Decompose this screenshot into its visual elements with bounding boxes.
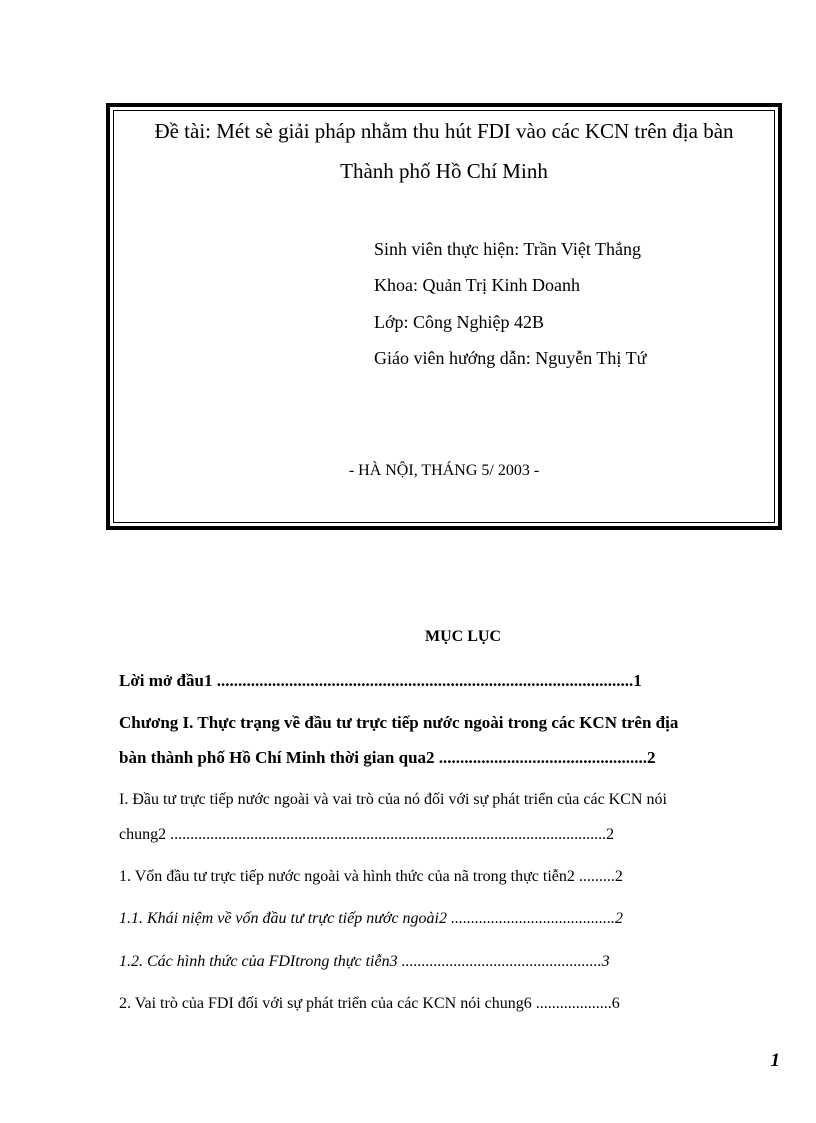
advisor: Giáo viên hướng dẫn: Nguyễn Thị Tứ xyxy=(374,348,647,368)
thesis-title-line-1: Đề tài: Mét sè giải pháp nhằm thu hút FDI vào các KCN trên địa bàn xyxy=(154,119,734,143)
thesis-title-line-2: Thành phố Hồ Chí Minh xyxy=(340,159,548,183)
toc-entry-section-1-line-2: chung2 .............................................................................................................2 xyxy=(119,826,615,843)
toc-entry-chapter-1-line-2: bàn thành phố Hồ Chí Minh thời gian qua2 .................................................2 xyxy=(119,748,656,767)
toc-entry-1-2: 1.2. Các hình thức của FDItrong thực tiễn3 ..................................................3 xyxy=(119,953,610,970)
cover-frame xyxy=(106,103,782,530)
page-number: 1 xyxy=(770,1050,780,1071)
class-name: Lớp: Công Nghiệp 42B xyxy=(374,312,545,332)
toc-heading: MỤC LỤC xyxy=(425,628,501,645)
student-name: Sinh viên thực hiện: Trần Việt Thắng xyxy=(374,239,642,259)
toc-entry-section-1-line-1: I. Đầu tư trực tiếp nước ngoài và vai trò của nó đối với sự phát triển của các KCN nói xyxy=(119,791,667,808)
toc-entry-intro: Lời mở đầu1 ..................................................................................................1 xyxy=(119,671,642,690)
toc-entry-2: 2. Vai trò của FDI đối với sự phát triển của các KCN nói chung6 ...................6 xyxy=(119,995,620,1012)
toc-entry-chapter-1-line-1: Chương I. Thực trạng về đầu tư trực tiếp nước ngoài trong các KCN trên địa xyxy=(119,713,679,732)
location-date: - HÀ NỘI, THÁNG 5/ 2003 - xyxy=(348,462,540,479)
toc-entry-1: 1. Vốn đầu tư trực tiếp nước ngoài và hình thức của nã trong thực tiễn2 .........2 xyxy=(119,868,623,885)
faculty: Khoa: Quản Trị Kinh Doanh xyxy=(374,275,580,295)
toc-entry-1-1: 1.1. Khái niệm về vốn đầu tư trực tiếp nước ngoài2 .........................................2 xyxy=(119,910,623,927)
